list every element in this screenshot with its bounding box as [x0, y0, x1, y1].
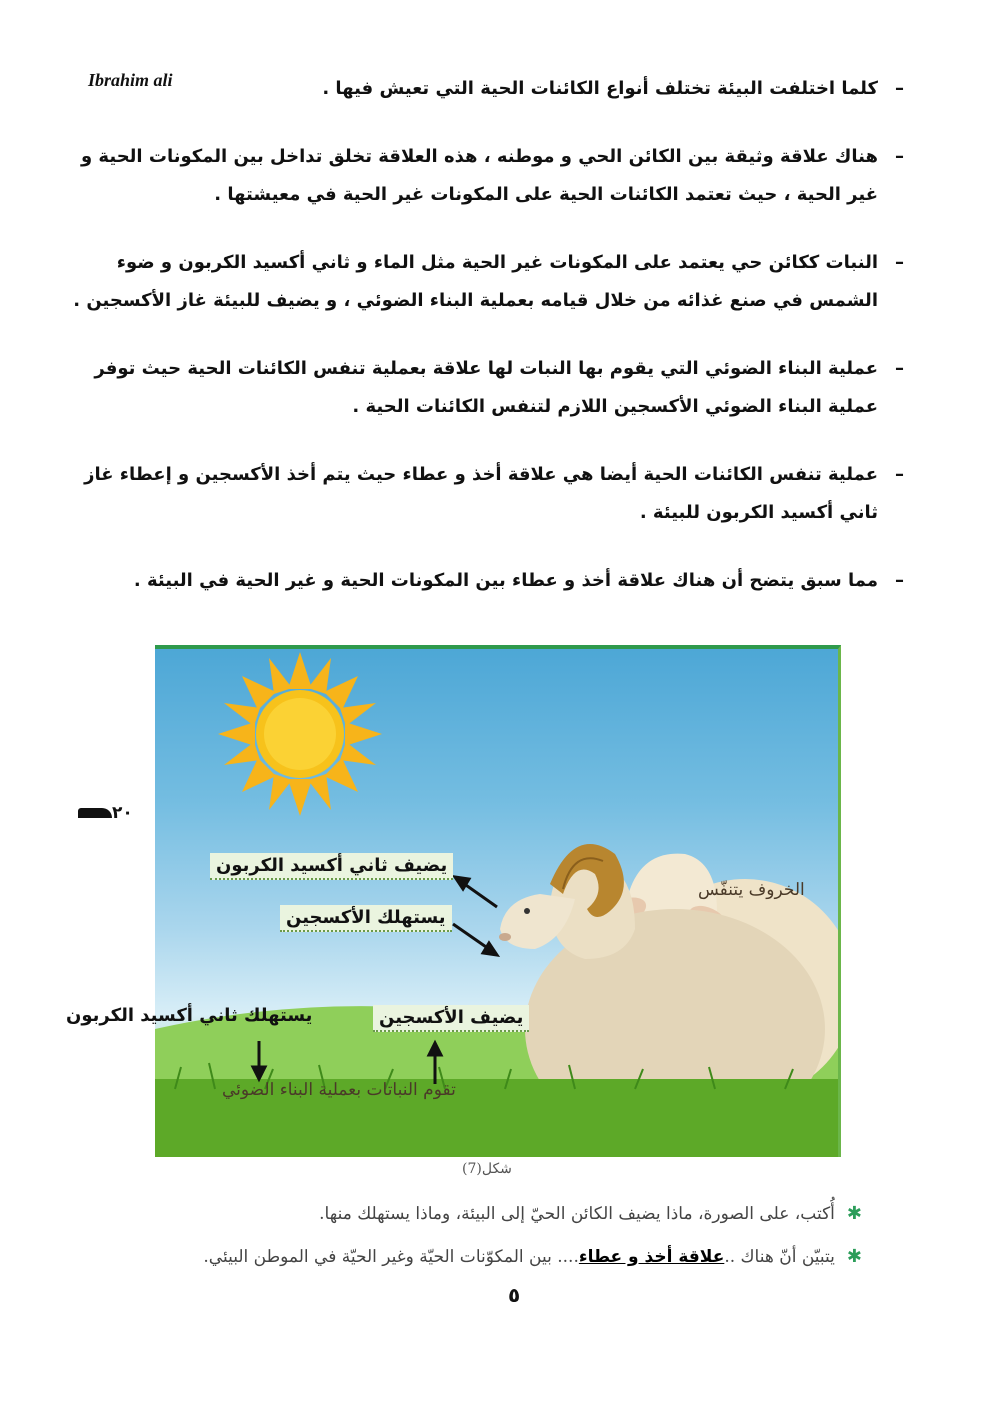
task-line-1 [319, 1203, 862, 1224]
plants-consumes-label: يستهلك ثاني أكسيد الكربون [66, 1005, 313, 1026]
task-2-after: بين المكوّنات الحيّة وغير الحيّة في الموطن البيئي. [203, 1247, 552, 1267]
bullet-item: – النبات ككائن حي يعتمد على المكونات غير الحية مثل الماء و ثاني أكسيد الكربون و ضوء الشمس في صنع غذائه من خلال قيامه بعملية البناء الضوئي ، و يضيف للبيئة غاز الأكسجين . [49, 244, 904, 320]
bullet-item: – كلما اختلفت البيئة تختلف أنواع الكائنات الحية التي تعيش فيها . [64, 70, 904, 108]
sheep-adds-label: يضيف ثاني أكسيد الكربون [210, 853, 453, 880]
bullet-item: – عملية تنفس الكائنات الحية أيضا هي علاقة أخذ و عطاء حيث يتم أخذ الأكسجين و إعطاء غاز ثاني أكسيد الكربون للبيئة . [64, 456, 904, 532]
bullet-item: – هناك علاقة وثيقة بين الكائن الحي و موطنه ، هذه العلاقة تخلق تداخل بين المكونات الحية و غير الحية ، حيث تعتمد الكائنات الحية على المكونات غير الحية في معيشتها . [64, 138, 904, 214]
side-mark-number: ٢٠ [112, 803, 133, 823]
task-line-2: ✱يتبيّن أنّ هناك ..علاقة أخذ و عطاء.... بين المكوّنات الحيّة وغير الحيّة في الموطن البيئي. [203, 1246, 862, 1267]
plants-caption: تقوم النباتات بعملية البناء الضوئي [222, 1080, 456, 1100]
arrow-in-icon [453, 924, 489, 949]
bullet-item: – عملية البناء الضوئي التي يقوم بها النبات لها علاقة بعملية تنفس الكائنات الحية حيث توفر عملية البناء الضوئي الأكسجين اللازم لتنفس الكائنات الحية . [64, 350, 904, 426]
sheep-arrows [453, 877, 497, 955]
sheep-consumes-label: يستهلك الأكسجين [280, 905, 452, 932]
arrow-out-icon [463, 883, 497, 907]
author-name: Ibrahim ali [88, 70, 173, 90]
sheep-caption: الخروف يتنفّس [698, 880, 805, 900]
task-2-answer: علاقة أخذ و عطاء [578, 1247, 725, 1267]
figure-number: شكل(7) [462, 1161, 512, 1177]
plants-adds-label: يضيف الأكسجين [373, 1005, 529, 1032]
star-bullet-icon: ✱ [846, 1246, 862, 1267]
task-1-text: أُكتب، على الصورة، ماذا يضيف الكائن الحيّ إلى البيئة، وماذا يستهلك منها. [319, 1204, 835, 1224]
sun-icon [218, 652, 382, 816]
page-number: ٥ [508, 1283, 521, 1307]
bullet-list [64, 70, 904, 630]
bullet-item: – مما سبق يتضح أن هناك علاقة أخذ و عطاء بين المكونات الحية و غير الحية في البيئة . [64, 562, 904, 600]
task-2-before: يتبيّن أنّ هناك [740, 1247, 835, 1267]
side-mark-block [78, 808, 112, 818]
side-page-mark [72, 803, 133, 823]
star-bullet-icon: ✱ [846, 1203, 862, 1224]
